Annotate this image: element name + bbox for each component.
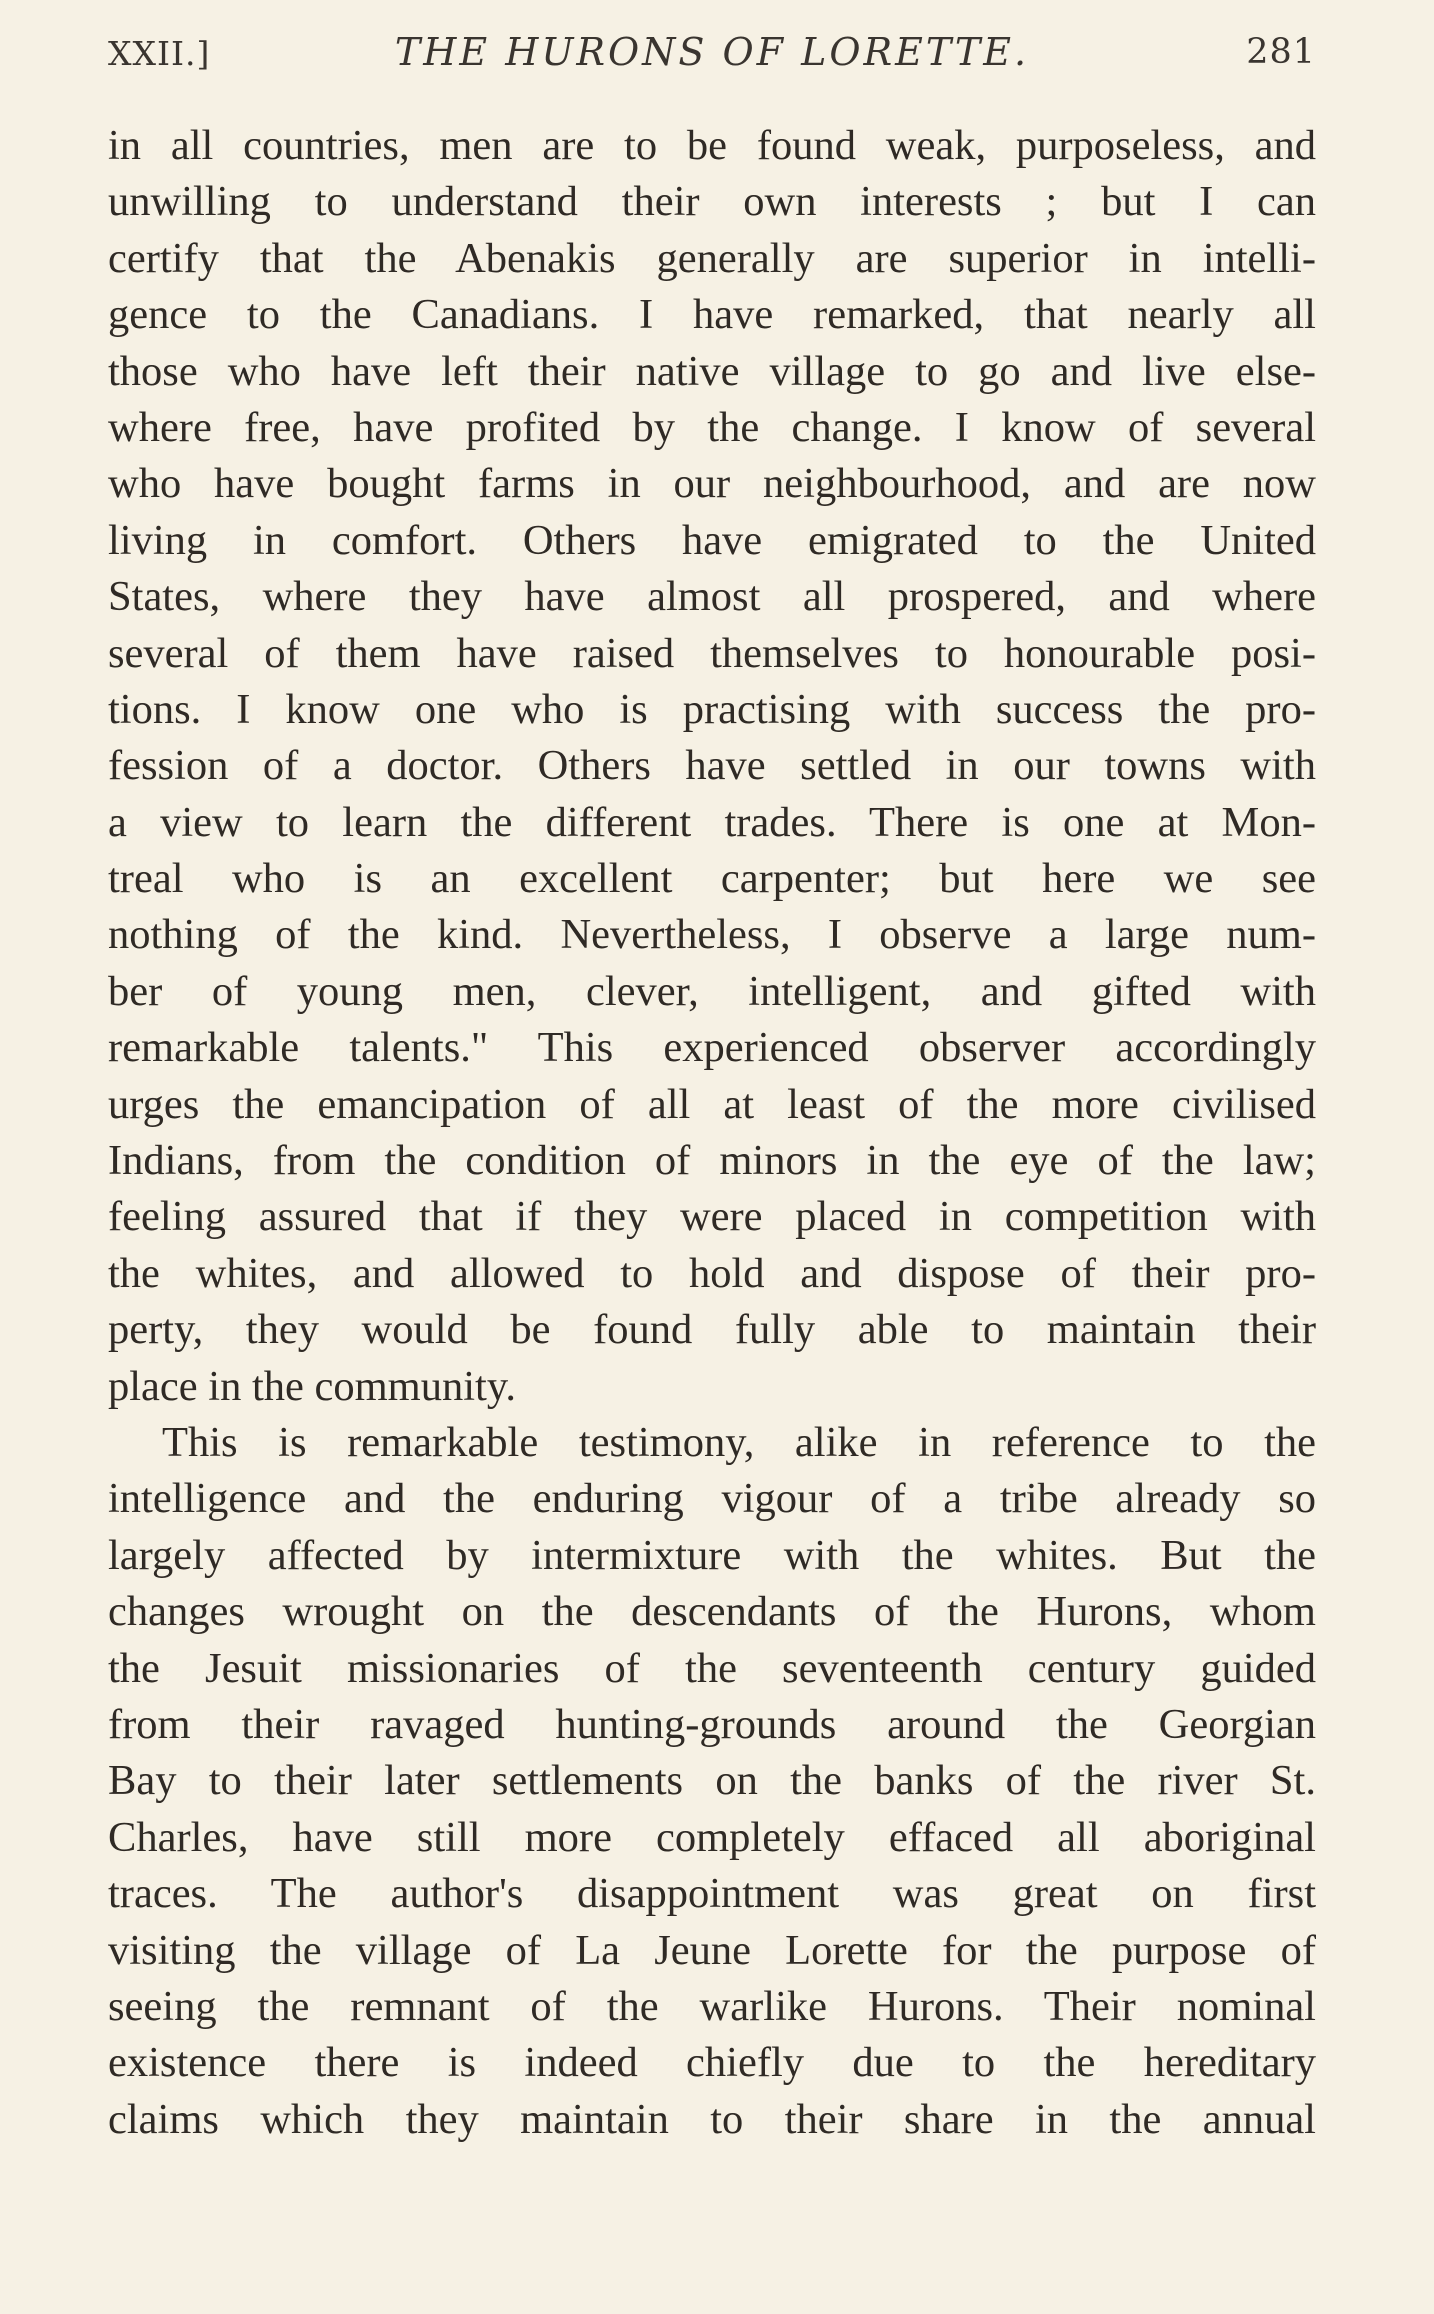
text-line: fession of a doctor. Others have settled in our towns with [108,742,1316,790]
text-line: intelligence and the enduring vigour of a tribe already so [108,1475,1316,1523]
page-number: 281 [1246,32,1316,72]
text-line: remarkable talents." This experienced observer accordingly [108,1024,1316,1072]
text-line: feeling assured that if they were placed in competition with [108,1193,1316,1241]
text-line: visiting the village of La Jeune Lorette for the purpose of [108,1926,1316,1974]
text-line: traces. The author's disappointment was great on first [108,1870,1316,1918]
text-line: from their ravaged hunting-grounds around the Georgian [108,1700,1316,1748]
text-line: the Jesuit missionaries of the seventeenth century guided [108,1644,1316,1692]
text-line: certify that the Abenakis generally are superior in intelli- [108,234,1316,282]
running-title: THE HURONS OF LORETTE. [394,30,1030,74]
text-line: several of them have raised themselves to honourable posi- [108,629,1316,677]
text-line: perty, they would be found fully able to maintain their [108,1306,1316,1354]
running-header [108,26,1316,86]
text-line: a view to learn the different trades. There is one at Mon- [108,798,1316,846]
text-line: nothing of the kind. Nevertheless, I observe a large num- [108,911,1316,959]
text-line: in all countries, men are to be found weak, purposeless, and [108,122,1316,169]
text-line: seeing the remnant of the warlike Hurons. Their nominal [108,1982,1316,2030]
text-line: who have bought farms in our neighbourhood, and are now [108,460,1316,508]
text-line: ber of young men, clever, intelligent, and gifted with [108,967,1316,1015]
text-line: living in comfort. Others have emigrated to the United [108,516,1316,564]
text-line: largely affected by intermixture with the whites. But the [108,1531,1316,1579]
text-line: where free, have profited by the change. I know of several [108,403,1316,451]
text-line: tions. I know one who is practising with success the pro- [108,685,1316,733]
body-text [108,118,1316,2148]
text-line: the whites, and allowed to hold and dispose of their pro- [108,1249,1316,1297]
paragraph-start-line: This is remarkable testimony, alike in reference to the [162,1418,1316,1466]
text-line: Bay to their later settlements on the banks of the river St. [108,1757,1316,1805]
text-line: Indians, from the condition of minors in the eye of the law; [108,1137,1316,1185]
text-line: Charles, have still more completely effaced all aboriginal [108,1813,1316,1861]
text-line: claims which they maintain to their share in the annual [108,2095,1316,2143]
text-line: changes wrought on the descendants of the Hurons, whom [108,1588,1316,1636]
text-line: unwilling to understand their own interests ; but I can [108,178,1316,226]
text-line: States, where they have almost all prospered, and where [108,573,1316,621]
text-line: treal who is an excellent carpenter; but here we see [108,855,1316,903]
chapter-number: XXII.] [108,34,211,73]
text-line: gence to the Canadians. I have remarked, that nearly all [108,291,1316,339]
paragraph-end-line: place in the community. [108,1362,516,1410]
text-line: existence there is indeed chiefly due to the hereditary [108,2039,1316,2087]
text-line: urges the emancipation of all at least of the more civilised [108,1080,1316,1128]
text-line: those who have left their native village to go and live else- [108,347,1316,395]
